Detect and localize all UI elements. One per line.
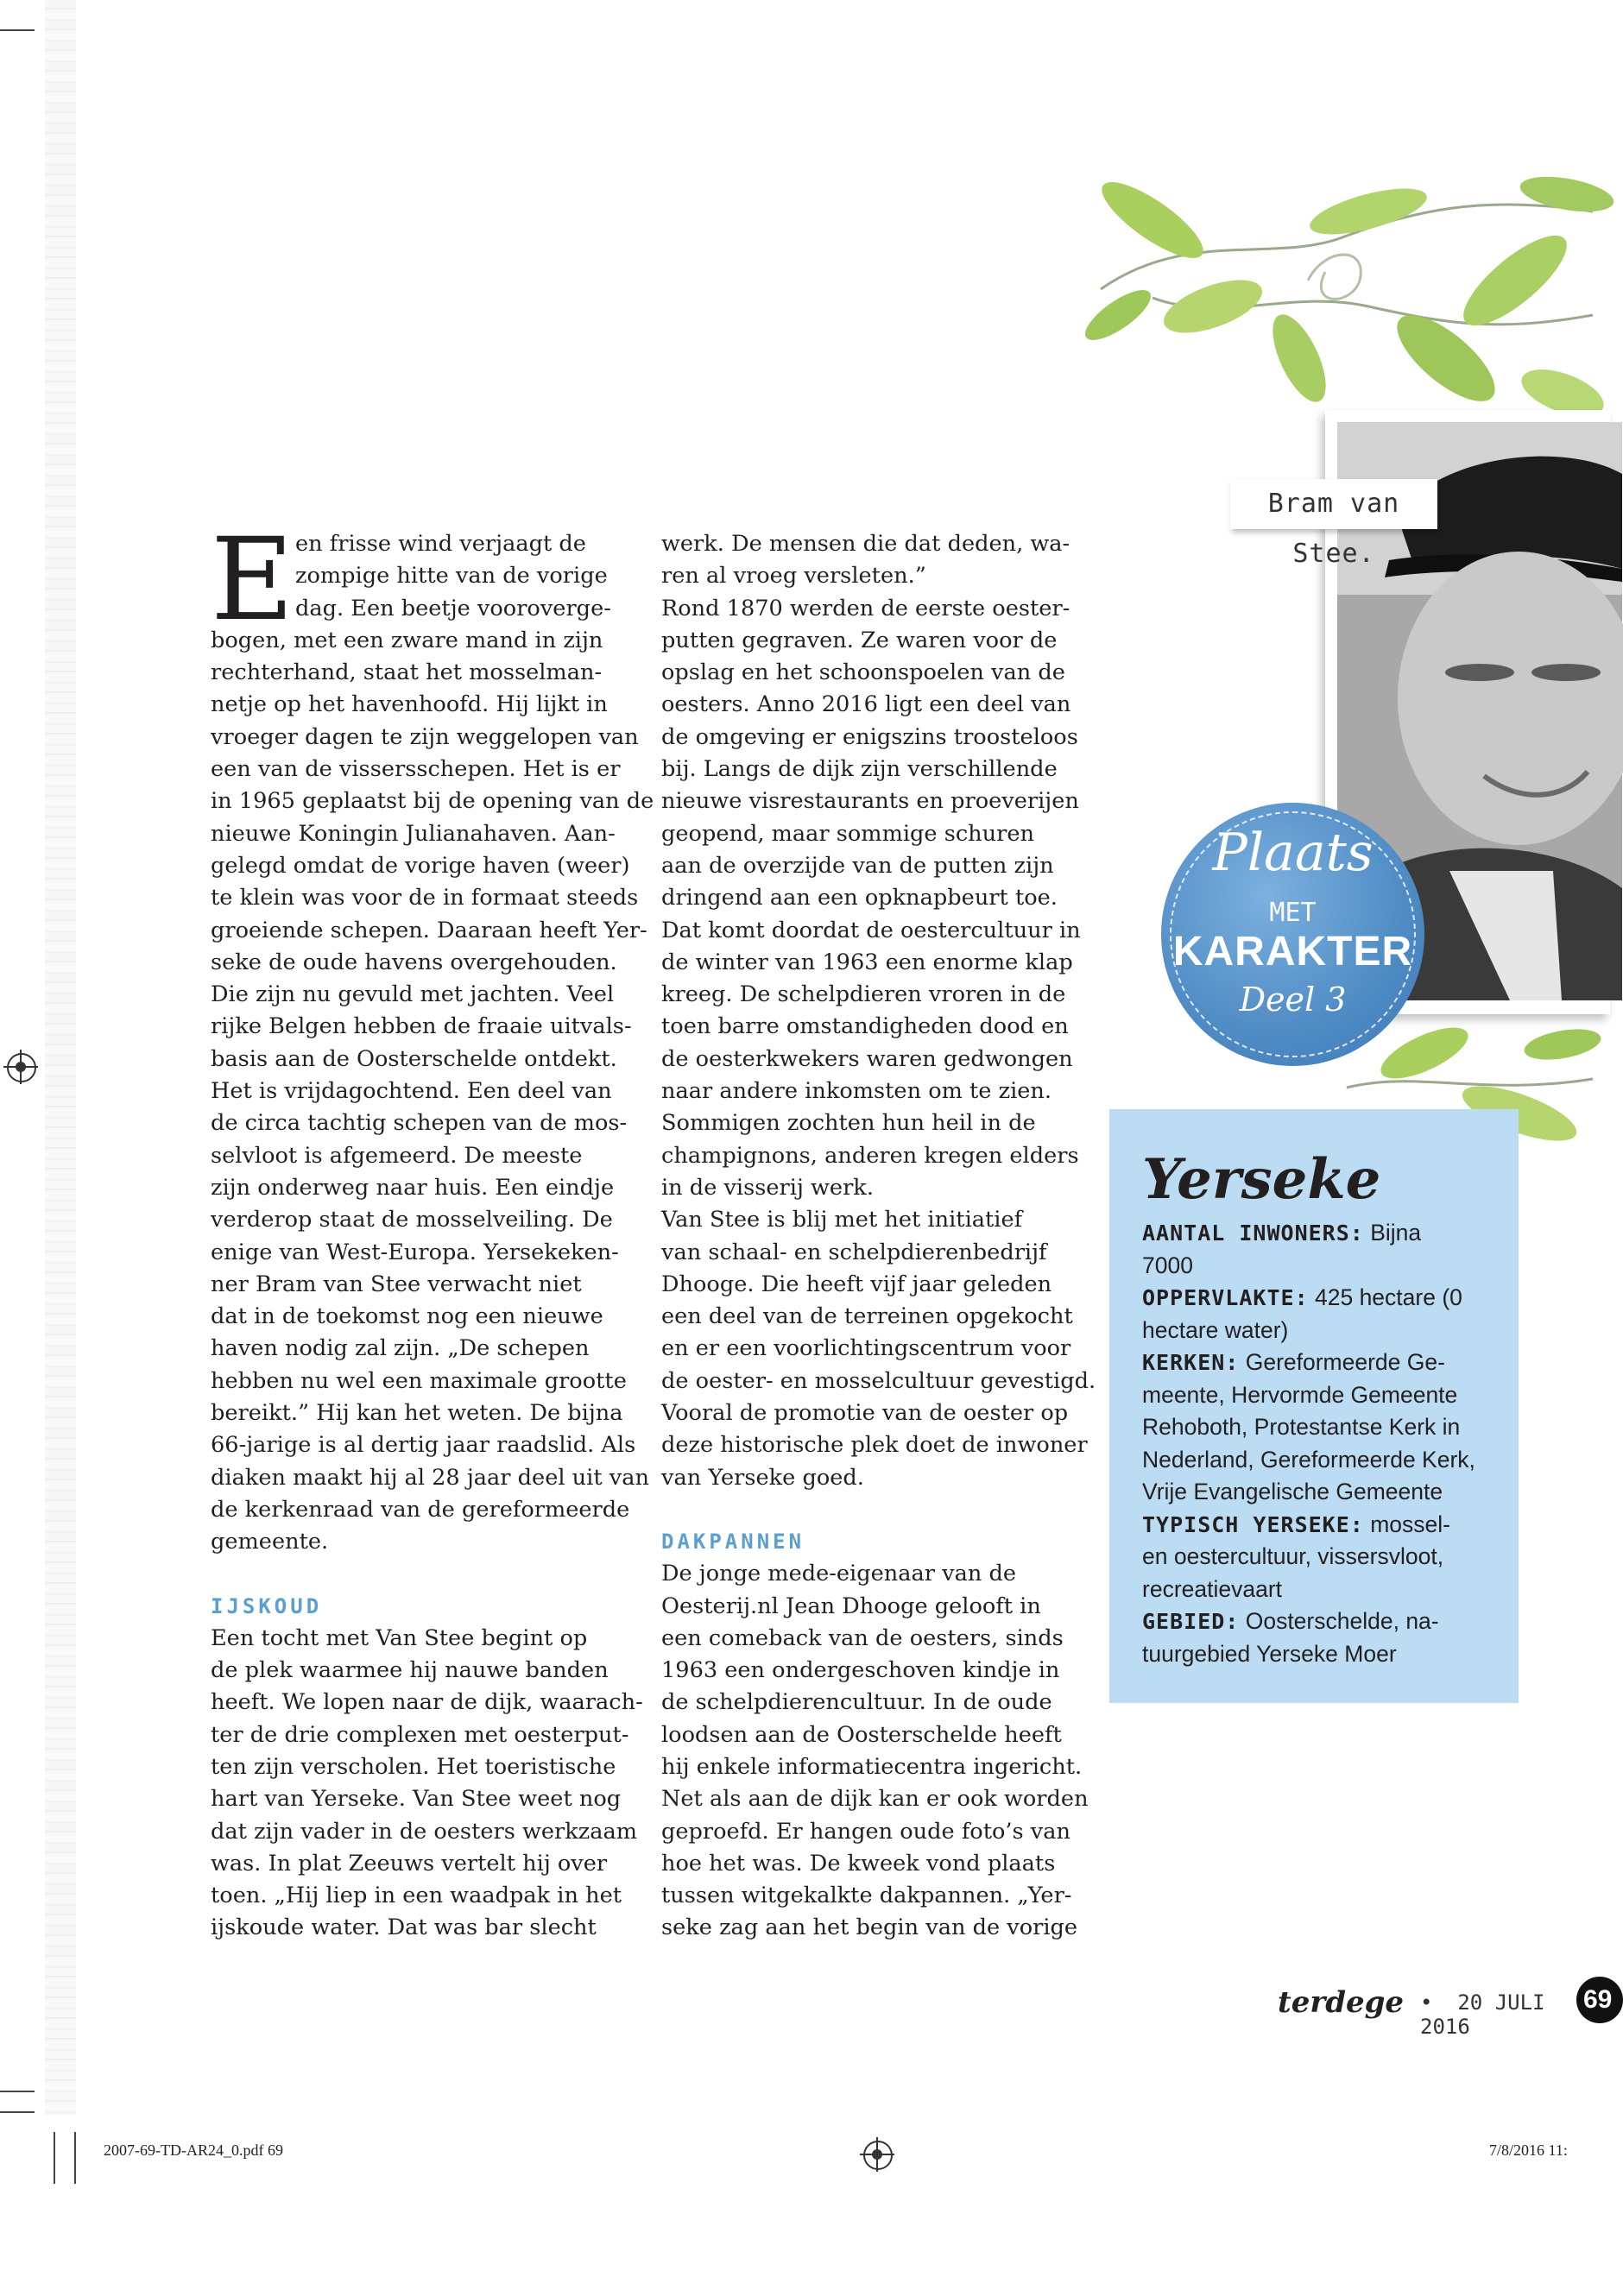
text-line: nieuwe visrestaurants en proeverijen <box>661 788 1079 815</box>
badge-plaats: Plaats <box>1212 823 1374 883</box>
fact-text: Vrije Evangelische Gemeente <box>1142 1479 1443 1504</box>
text-line: de circa tachtig schepen van de mos- <box>211 1110 628 1137</box>
text-line: Het is vrijdagochtend. Een deel van <box>211 1078 612 1105</box>
text-line: heeft. We lopen naar de dijk, waarach- <box>211 1689 643 1716</box>
crop-mark <box>74 2132 76 2184</box>
fact-line <box>1142 1250 1505 1283</box>
fact-text: en oestercultuur, vissersvloot, <box>1142 1543 1444 1569</box>
text-line: Dat komt doordat de oestercultuur in <box>661 917 1081 943</box>
text-line: zompige hitte van de vorige <box>295 563 608 590</box>
fact-line <box>1142 1282 1505 1315</box>
fact-text: Gereformeerde Ge- <box>1239 1349 1445 1375</box>
text-line: oesters. Anno 2016 ligt een deel van <box>661 691 1071 718</box>
text-line: bogen, met een zware mand in zijn <box>211 627 603 653</box>
text-line: de kerkenraad van de gereformeerde <box>211 1496 630 1523</box>
text-line: de schelpdierencultuur. In de oude <box>661 1689 1052 1716</box>
crop-mark <box>0 2111 35 2113</box>
text-line: hebben nu wel een maximale grootte <box>211 1367 627 1394</box>
page-number: 69 <box>1576 1977 1623 2023</box>
text-line: opslag en het schoonspoelen van de <box>661 659 1065 686</box>
text-line: hart van Yerseke. Van Stee weet nog <box>211 1786 622 1813</box>
fact-line <box>1142 1638 1505 1671</box>
text-line: vroeger dagen te zijn weggelopen van <box>211 723 639 750</box>
text-line: geproefd. Er hangen oude foto’s van <box>661 1818 1070 1845</box>
text-line: enige van West-Europa. Yersekeken- <box>211 1239 619 1265</box>
issue-date-text: 20 JULI 2016 <box>1420 1990 1545 2039</box>
text-line: champignons, anderen kregen elders <box>661 1142 1079 1169</box>
text-line: netje op het havenhoofd. Hij lijkt in <box>211 691 608 718</box>
text-line: Rond 1870 werden de eerste oester- <box>661 595 1070 621</box>
text-line: Oesterij.nl Jean Dhooge gelooft in <box>661 1593 1041 1619</box>
text-line: ten zijn verscholen. Het toeristische <box>211 1753 616 1780</box>
text-line: te klein was voor de in formaat steeds <box>211 885 639 911</box>
fact-line <box>1142 1411 1505 1444</box>
text-line: was. In plat Zeeuws vertelt hij over <box>211 1850 608 1877</box>
drop-cap: E <box>211 514 294 647</box>
registration-mark-icon <box>863 2141 893 2170</box>
facts-box <box>1109 1109 1519 1703</box>
crop-mark <box>0 2091 35 2092</box>
text-line: de oesterkwekers waren gedwongen <box>661 1045 1073 1072</box>
text-line: toen barre omstandigheden dood en <box>661 1013 1069 1040</box>
fact-text: Bijna <box>1363 1220 1422 1246</box>
text-line: dag. Een beetje vooroverge- <box>295 595 611 621</box>
text-line: aan de overzijde van de putten zijn <box>661 852 1054 879</box>
fact-line <box>1142 1444 1505 1477</box>
text-line: 66-jarige is al dertig jaar raadslid. Als <box>211 1432 636 1459</box>
fact-line <box>1142 1574 1505 1606</box>
footer-separator: • <box>1420 1990 1433 2015</box>
fact-text: meente, Hervormde Gemeente <box>1142 1381 1458 1408</box>
fact-line <box>1142 1315 1505 1347</box>
text-line: en frisse wind verjaagt de <box>295 531 586 557</box>
text-line: Sommigen zochten hun heil in de <box>661 1110 1036 1137</box>
scan-edge-texture <box>45 0 76 2115</box>
text-line: selvloot is afgemeerd. De meeste <box>211 1142 583 1169</box>
text-line: gelegd omdat de vorige haven (weer) <box>211 852 630 879</box>
text-line: ren al vroeg versleten.” <box>661 563 926 590</box>
text-line: een comeback van de oesters, sinds <box>661 1624 1064 1651</box>
fact-label: GEBIED: <box>1142 1609 1240 1634</box>
text-line: van Yerseke goed. <box>661 1464 864 1491</box>
article-column-2 <box>661 528 1096 1945</box>
text-line: rechterhand, staat het mosselman- <box>211 659 603 686</box>
fact-line <box>1142 1347 1505 1379</box>
fact-line <box>1142 1509 1505 1542</box>
text-line: ter de drie complexen met oesterput- <box>211 1721 629 1748</box>
text-line: Die zijn nu gevuld met jachten. Veel <box>211 981 615 1008</box>
column-2-paragraph <box>661 528 1096 1494</box>
text-line: Dhooge. Die heeft vijf jaar geleden <box>661 1271 1052 1297</box>
print-slug-right: 7/8/2016 11: <box>1489 2141 1568 2159</box>
column-2-paragraph-2 <box>661 1558 1093 1945</box>
text-line: een van de vissersschepen. Het is er <box>211 756 621 783</box>
fact-label: TYPISCH YERSEKE: <box>1142 1511 1364 1537</box>
print-slug-left: 2007-69-TD-AR24_0.pdf 69 <box>104 2141 283 2159</box>
text-line: deze historische plek doet de inwoner <box>661 1432 1088 1459</box>
text-line: Een tocht met Van Stee begint op <box>211 1624 588 1651</box>
fact-text: Oosterschelde, na- <box>1239 1608 1439 1634</box>
text-line: Net als aan de dijk kan er ook worden <box>661 1786 1089 1813</box>
fact-label: AANTAL INWONERS: <box>1142 1221 1364 1246</box>
fact-line <box>1142 1217 1505 1250</box>
fact-label: OPPERVLAKTE: <box>1142 1285 1309 1310</box>
text-line: seke zag aan het begin van de vorige <box>661 1914 1078 1941</box>
fact-text: hectare water) <box>1142 1316 1289 1343</box>
text-line: groeiende schepen. Daaraan heeft Yer- <box>211 917 647 943</box>
badge-karakter: KARAKTER <box>1172 929 1413 975</box>
text-line: de oester- en mosselcultuur gevestigd. <box>661 1367 1096 1394</box>
fact-line <box>1142 1541 1505 1574</box>
text-line: basis aan de Oosterschelde ontdekt. <box>211 1045 617 1072</box>
fact-label: KERKEN: <box>1142 1350 1240 1375</box>
text-line: loodsen aan de Oosterschelde heeft <box>661 1721 1062 1748</box>
photo-caption: Bram van Stee. <box>1230 479 1437 529</box>
magazine-brand: terdege <box>1278 1985 1405 2020</box>
text-line: Van Stee is blij met het initiatief <box>661 1207 1023 1233</box>
fact-line <box>1142 1379 1505 1412</box>
subhead-ijskoud: IJSKOUD <box>211 1593 323 1618</box>
leaves-illustration <box>1083 160 1593 445</box>
fact-line <box>1142 1605 1505 1638</box>
column-1-paragraph-2 <box>211 1623 642 1945</box>
text-line: seke de oude havens overgehouden. <box>211 949 617 975</box>
text-line: geopend, maar sommige schuren <box>661 820 1034 847</box>
text-line: van schaal- en schelpdierenbedrijf <box>661 1239 1047 1265</box>
fact-text: tuurgebied Yerseke Moer <box>1142 1640 1397 1667</box>
fact-line <box>1142 1476 1505 1509</box>
text-line: dringend aan een opknapbeurt toe. <box>661 885 1058 911</box>
text-line: De jonge mede-eigenaar van de <box>661 1561 1016 1587</box>
column-1-paragraph <box>211 514 654 1559</box>
text-line: haven nodig zal zijn. „De schepen <box>211 1335 590 1362</box>
text-line: hij enkele informatiecentra ingericht. <box>661 1753 1083 1780</box>
text-line: in de visserij werk. <box>661 1174 874 1201</box>
text-line: en er een voorlichtingscentrum voor <box>661 1335 1071 1362</box>
text-line: dat in de toekomst nog een nieuwe <box>211 1303 603 1330</box>
text-line: bereikt.” Hij kan het weten. De bijna <box>211 1400 623 1427</box>
text-line: werk. De mensen die dat deden, wa- <box>661 531 1070 557</box>
fact-text: recreatievaart <box>1142 1575 1283 1602</box>
text-line: ner Bram van Stee verwacht niet <box>211 1271 582 1297</box>
subhead-dakpannen: DAKPANNEN <box>661 1529 805 1554</box>
crop-mark <box>0 29 35 31</box>
text-line: de omgeving er enigszins troosteloos <box>661 723 1078 750</box>
series-badge <box>1161 803 1424 1066</box>
text-line: dat zijn vader in de oesters werkzaam <box>211 1818 638 1845</box>
text-line: bij. Langs de dijk zijn verschillende <box>661 756 1058 783</box>
facts-box-title: Yerseke <box>1142 1147 1381 1212</box>
text-line: 1963 een ondergeschoven kindje in <box>661 1657 1060 1684</box>
text-line: gemeente. <box>211 1529 329 1555</box>
text-line: zijn onderweg naar huis. Een eindje <box>211 1174 615 1201</box>
text-line: nieuwe Koningin Julianahaven. Aan- <box>211 820 616 847</box>
facts-box-body <box>1142 1217 1505 1670</box>
badge-part: Deel 3 <box>1239 981 1347 1019</box>
fact-text: 425 hectare (0 <box>1308 1284 1462 1310</box>
text-line: ijskoude water. Dat was bar slecht <box>211 1914 597 1941</box>
text-line: naar andere inkomsten om te zien. <box>661 1078 1052 1105</box>
fact-text: Rehoboth, Protestantse Kerk in <box>1142 1414 1461 1440</box>
registration-mark-icon <box>7 1053 36 1082</box>
text-line: rijke Belgen hebben de fraaie uitvals- <box>211 1013 632 1040</box>
text-line: tussen witgekalkte dakpannen. „Yer- <box>661 1883 1072 1909</box>
text-line: verderop staat de mosselveiling. De <box>211 1207 613 1233</box>
text-line: de winter van 1963 een enorme klap <box>661 949 1073 975</box>
fact-text: mossel- <box>1363 1511 1450 1537</box>
text-line: hoe het was. De kweek vond plaats <box>661 1850 1056 1877</box>
fact-text: 7000 <box>1142 1252 1193 1278</box>
badge-met: MET <box>1269 898 1317 928</box>
text-line: putten gegraven. Ze waren voor de <box>661 627 1058 653</box>
text-line: in 1965 geplaatst bij de opening van de <box>211 788 654 815</box>
text-line: diaken maakt hij al 28 jaar deel uit van <box>211 1464 649 1491</box>
text-line: een deel van de terreinen opgekocht <box>661 1303 1073 1330</box>
text-line: de plek waarmee hij nauwe banden <box>211 1657 609 1684</box>
article-column-1 <box>211 514 654 1945</box>
text-line: toen. „Hij liep in een waadpak in het <box>211 1883 622 1909</box>
text-line: kreeg. De schelpdieren vroren in de <box>661 981 1066 1008</box>
text-line: Vooral de promotie van de oester op <box>661 1400 1069 1427</box>
crop-mark <box>54 2132 55 2184</box>
issue-date <box>1420 1990 1593 2039</box>
fact-text: Nederland, Gereformeerde Kerk, <box>1142 1446 1475 1473</box>
